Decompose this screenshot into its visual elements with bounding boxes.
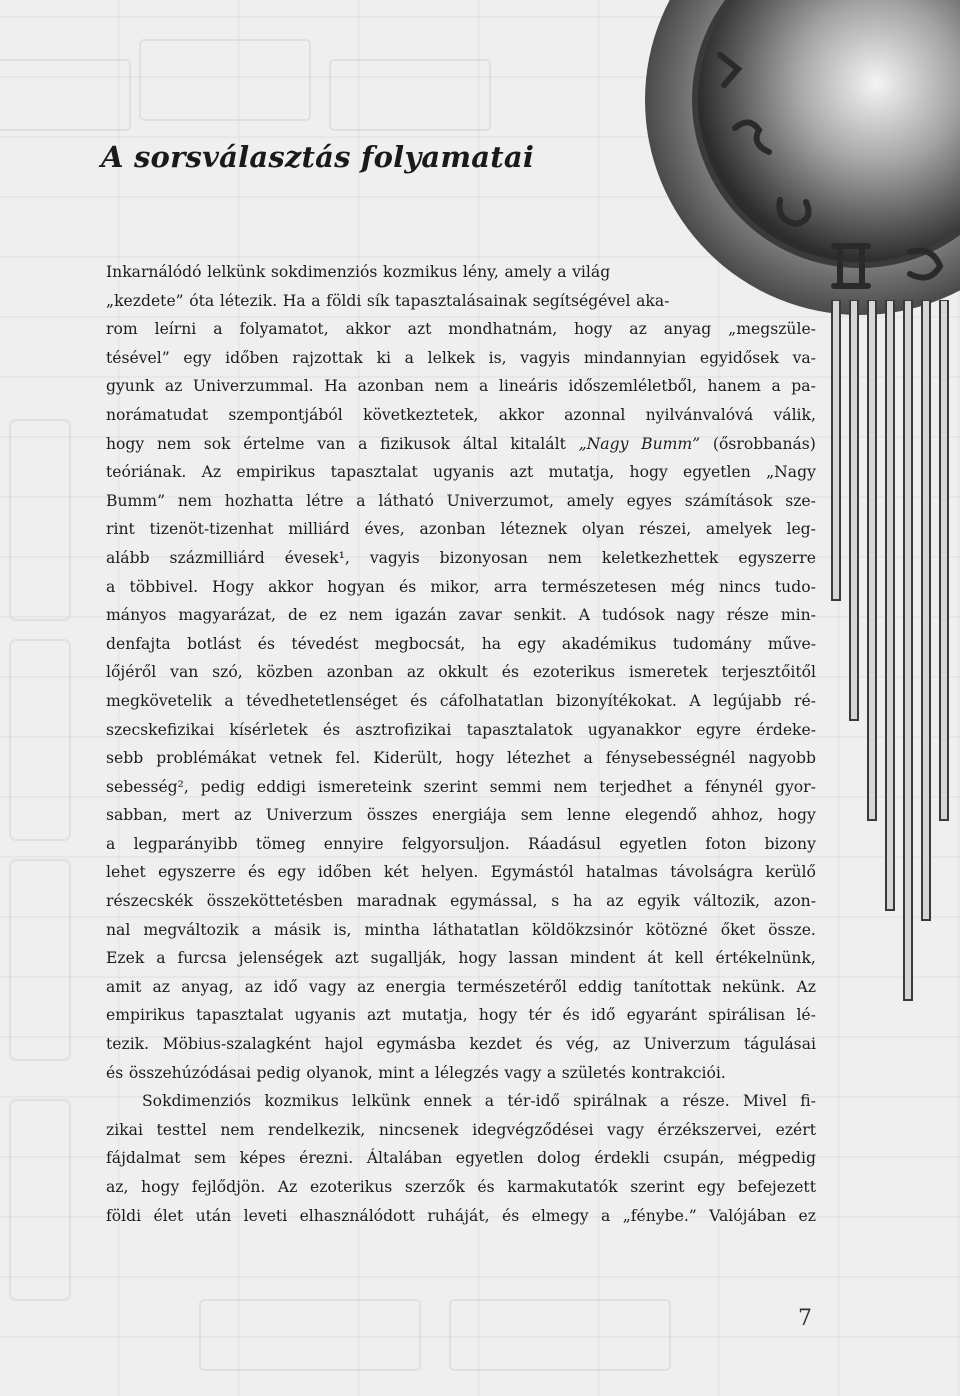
chapter-title: A sorsválasztás folyamatai [101, 140, 535, 174]
text-line: a legparányibb tömeg ennyire felgyorsuljon. Ráadásul egyetlen foton bizony [106, 834, 816, 853]
text-line: tésével” egy időben rajzottak ki a lelkek is, vagyis mindannyian egyidősek va- [106, 348, 816, 367]
text-line: sebb problémákat vetnek fel. Kiderült, hogy létezhet a fénysebességnél nagyobb [106, 749, 816, 768]
page-number: 7 [798, 1306, 812, 1331]
text-line: és összehúzódásai pedig olyanok, mint a lélegzés vagy a születés kontrakciói. [106, 1063, 726, 1082]
text-line: zikai testtel nem rendelkezik, nincsenek idegvégződései vagy érzékszervei, ezért [106, 1120, 816, 1139]
text-line: mányos magyarázat, de ez nem igazán zavar senkit. A tudósok nagy része min- [106, 606, 816, 625]
body-text [106, 258, 816, 1230]
text-line: Sokdimenziós kozmikus lelkünk ennek a tér-idő spirálnak a része. Mivel fi- [142, 1092, 816, 1111]
text-line: amit az anyag, az idő vagy az energia természetéről eddig tanítottak nekünk. Az [106, 977, 816, 996]
text-line: rom leírni a folyamatot, akkor azt mondhatnám, hogy az anyag „megszüle- [106, 320, 816, 339]
text-line: tezik. Möbius-szalagként hajol egymásba kezdet és vég, az Univerzum tágulásai [106, 1035, 816, 1054]
text-line: alább százmilliárd évesek¹, vagyis bizonyosan nem keletkezhettek egyszerre [106, 548, 816, 567]
text-line: részecskék összeköttetésben maradnak egymással, s ha az egyik változik, azon- [106, 892, 816, 911]
text-line: rint tizenöt-tizenhat milliárd éves, azonban léteznek olyan részei, amelyek leg- [106, 520, 816, 539]
text-line: megkövetelik a tévedhetetlenséget és cáfolhatatlan bizonyítékokat. A legújabb ré- [106, 691, 816, 710]
text-line: lehet egyszerre és egy időben két helyen. Egymástól hatalmas távolságra kerülő [106, 863, 816, 882]
text-line: földi élet után leveti elhasználódott ruháját, és elmegy a „fénybe.” Valójában ez [106, 1206, 816, 1225]
text-line: gyunk az Univerzummal. Ha azonban nem a lineáris időszemléletből, hanem a pa- [106, 377, 816, 396]
text-line: lőjéről van szó, közben azonban az okkult és ezoterikus ismeretek terjesztőitől [106, 663, 816, 682]
text-line: norámatudat szempontjából következtetek, akkor azonnal nyilvánvalóvá válik, [106, 405, 816, 424]
text-line: sebesség², pedig eddigi ismereteink szerint semmi nem terjedhet a fénynél gyor- [106, 777, 816, 796]
text-line: Inkarnálódó lelkünk sokdimenziós kozmikus lény, amely a világ [106, 263, 611, 281]
text-line: empirikus tapasztalat ugyanis azt mutatja, hogy tér és idő egyaránt spirálisan lé- [106, 1006, 816, 1025]
text-line: sabban, mert az Univerzum összes energiája sem lenne elegendő ahhoz, hogy [106, 806, 816, 825]
decorative-column-bars [828, 300, 960, 1040]
text-line: fájdalmat sem képes érezni. Általában egyetlen dolog érdekli csupán, mégpedig [106, 1149, 816, 1168]
text-line: teóriának. Az empirikus tapasztalat ugyanis azt mutatja, hogy egyetlen „Nagy [106, 463, 816, 482]
text-line: „kezdete” óta létezik. Ha a földi sík tapasztalásainak segítségével aka- [106, 291, 670, 310]
text-line: Ezek a furcsa jelenségek azt sugallják, hogy lassan mindent át kell értékelnünk, [106, 949, 816, 968]
text-line: szecskefizikai kísérletek és asztrofizikai tapasztalatok ugyanakkor egyre érdeke- [106, 720, 816, 739]
text-line: denfajta botlást és tévedést megbocsát, ha egy akadémikus tudomány műve- [106, 634, 816, 653]
text-line: nal megváltozik a másik is, mintha láthatatlan köldökzsinór kötözné őket össze. [106, 920, 816, 939]
text-line: Bumm” nem hozhatta létre a látható Univerzumot, amely egyes számítások sze- [106, 491, 816, 510]
text-line: az, hogy fejlődjön. Az ezoterikus szerzők és karmakutatók szerint egy befejezett [106, 1178, 816, 1196]
text-line: a többivel. Hogy akkor hogyan és mikor, arra természetesen még nincs tudo- [106, 577, 816, 596]
text-line: hogy nem sok értelme van a fizikusok által kitalált „Nagy Bumm” (ősrobbanás) [106, 434, 816, 453]
